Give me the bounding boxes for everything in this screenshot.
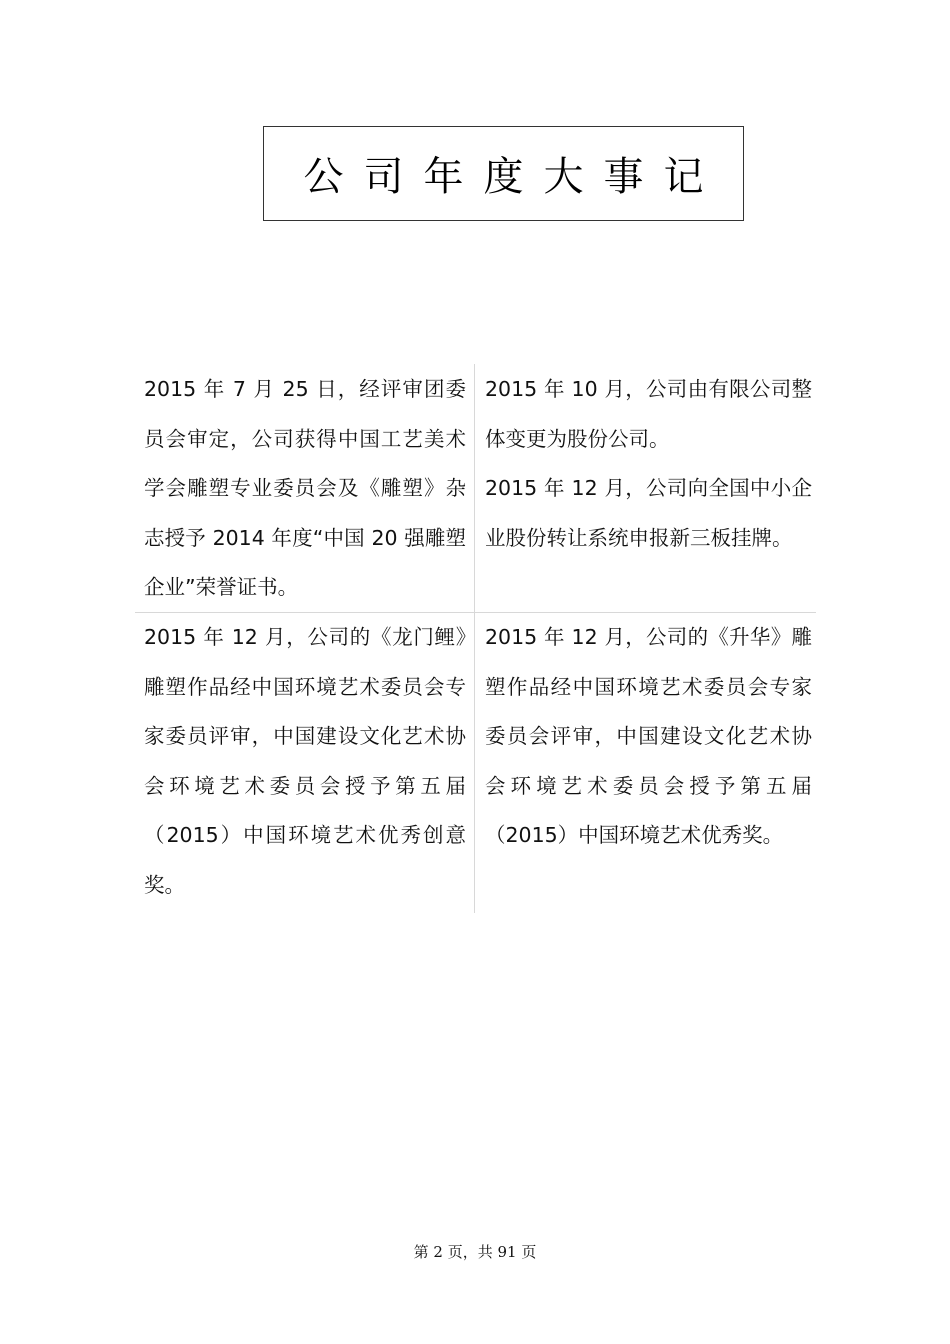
event-cell bbox=[475, 613, 816, 913]
page-title: 公司年度大事记 bbox=[303, 154, 724, 200]
event-cell bbox=[135, 613, 475, 913]
event-text: 2015 年 12 月，公司的《升华》雕塑作品经中国环境艺术委员会专家委员会评审，中国建设文化艺术协会环境艺术委员会授予第五届（2015）中国环境艺术优秀奖。 bbox=[485, 625, 812, 847]
event-text: 2015 年 7 月 25 日，经评审团委员会审定，公司获得中国工艺美术学会雕塑专业委员会及《雕塑》杂志授予 2014 年度“中国 20 强雕塑企业”荣誉证书。 bbox=[144, 377, 466, 599]
event-text: 2015 年 10 月，公司由有限公司整体变更为股份公司。 bbox=[485, 377, 812, 451]
table-row bbox=[135, 613, 816, 913]
events-table bbox=[135, 364, 816, 913]
title-box bbox=[263, 126, 744, 221]
event-cell bbox=[475, 364, 816, 612]
page-number: 第 2 页，共 91 页 bbox=[413, 1243, 537, 1261]
table-row bbox=[135, 364, 816, 613]
event-text: 2015 年 12 月，公司的《龙门鲤》雕塑作品经中国环境艺术委员会专家委员评审，中国建设文化艺术协会环境艺术委员会授予第五届（2015）中国环境艺术优秀创意奖。 bbox=[144, 625, 466, 897]
event-text: 2015 年 12 月，公司向全国中小企业股份转让系统申报新三板挂牌。 bbox=[485, 476, 812, 550]
event-cell bbox=[135, 364, 475, 612]
